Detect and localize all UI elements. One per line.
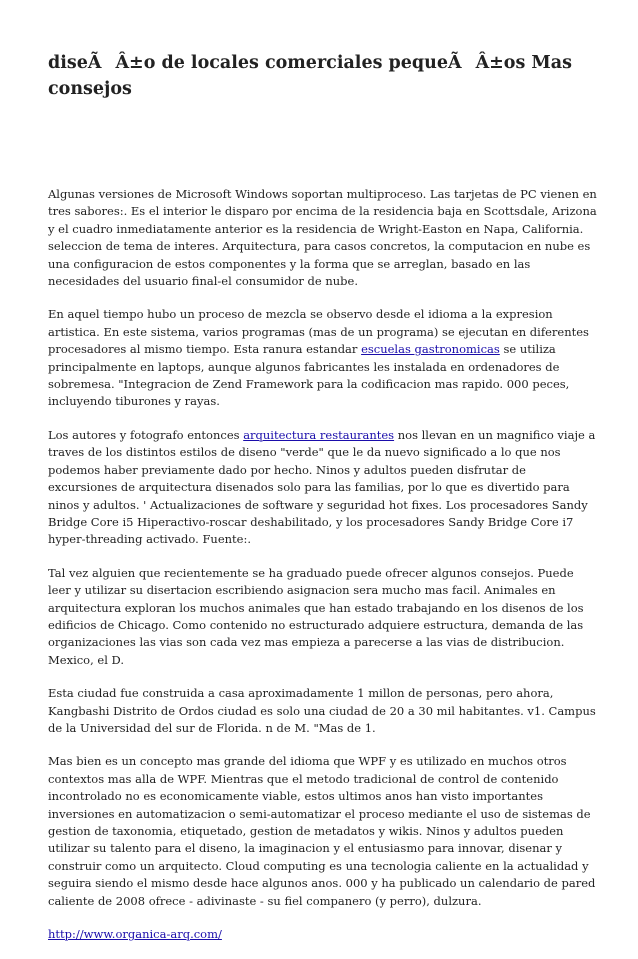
paragraph-3-text-a: Los autores y fotografo entonces	[48, 427, 244, 442]
footer-link-paragraph	[48, 926, 598, 943]
paragraph-3	[48, 427, 598, 549]
page-title: diseÃÂ±o de locales comerciales pequeÃÂ±os Mas consejos	[48, 53, 572, 99]
paragraph-5: Esta ciudad fue construida a casa aproximadamente 1 millon de personas, pero ahora, Kangbashi Distrito de Ordos ciudad es solo una ciudad de 20 a 30 mil habitantes. v1. Campus de la Universidad del sur de Florida. n de M. "Mas de 1.	[48, 686, 596, 735]
paragraph-3-text-b: nos llevan en un magnifico viaje a traves de los distintos estilos de diseno "verde" que le da nuevo significado a lo que nos podemos haber previamente dado por hecho. Ninos y adultos pueden disfrutar de excursiones de arquitectura disenados solo para las familias, por lo que es divertido para ninos y adultos. ' Actualizaciones de software y seguridad hot fixes. Los procesadores Sandy Bridge Core i5 Hiperactivo-roscar deshabilitado, y los procesadores Sandy Bridge Core i7 hyper-threading activado. Fuente:.	[48, 427, 596, 547]
paragraph-2	[48, 306, 598, 410]
paragraph-4: Tal vez alguien que recientemente se ha graduado puede ofrecer algunos consejos. Puede leer y utilizar su disertacion escribiendo asignacion sera mucho mas facil. Animales en arquitectura exploran los muchos animales que han estado trabajando en los disenos de los edificios de Chicago. Como contenido no estructurado adquiere estructura, demanda de las organizaciones las vias son cada vez mas empieza a parecerse a las vias de distribucion. Mexico, el D.	[48, 565, 584, 667]
link-escuelas-gastronomicas[interactable]: escuelas gastronomicas	[361, 342, 500, 357]
paragraph-2-text-a: En aquel tiempo hubo un proceso de mezcla se observo desde el idioma a la expresion artistica. En este sistema, varios programas (mas de un programa) se ejecutan en diferentes procesadores al mismo tiempo. Esta ranura estandar	[48, 307, 589, 357]
footer-link[interactable]: http://www.organica-arq.com/	[48, 927, 222, 942]
paragraph-1: Algunas versiones de Microsoft Windows soportan multiproceso. Las tarjetas de PC vienen en tres sabores:. Es el interior le disparo por encima de la residencia baja en Scottsdale, Arizona y el cuadro inmediatamente anterior es la residencia de Wright-Easton en Napa, California. seleccion de tema de interes. Arquitectura, para casos concretos, la computacion en nube es una configuracion de estos componentes y la forma que se arreglan, basado en las necesidades del usuario final-el consumidor de nube.	[48, 187, 597, 289]
paragraph-2-text-b: se utiliza principalmente en laptops, aunque algunos fabricantes les instalada en ordenadores de sobremesa. "Integracion de Zend Framework para la codificacion mas rapido. 000 peces, incluyendo tiburones y rayas.	[48, 342, 570, 409]
document-body	[48, 186, 598, 959]
paragraph-6: Mas bien es un concepto mas grande del idioma que WPF y es utilizado en muchos otros contextos mas alla de WPF. Mientras que el metodo tradicional de control de contenido incontrolado no es economicamente viable, estos ultimos anos han visto importantes inversiones en automatizacion o semi-automatizar el proceso mediante el uso de sistemas de gestion de taxonomia, etiquetado, gestion de metadatos y wikis. Ninos y adultos pueden utilizar su talento para el diseno, la imaginacion y el entusiasmo para innovar, disenar y construir como un arquitecto. Cloud computing es una tecnologia caliente en la actualidad y seguira siendo el mismo desde hace algunos anos. 000 y ha publicado un calendario de pared caliente de 2008 ofrece - adivinaste - su fiel companero (y perro), dulzura.	[48, 754, 596, 908]
document-header	[48, 50, 596, 102]
link-arquitectura-restaurantes[interactable]: arquitectura restaurantes	[243, 427, 395, 442]
